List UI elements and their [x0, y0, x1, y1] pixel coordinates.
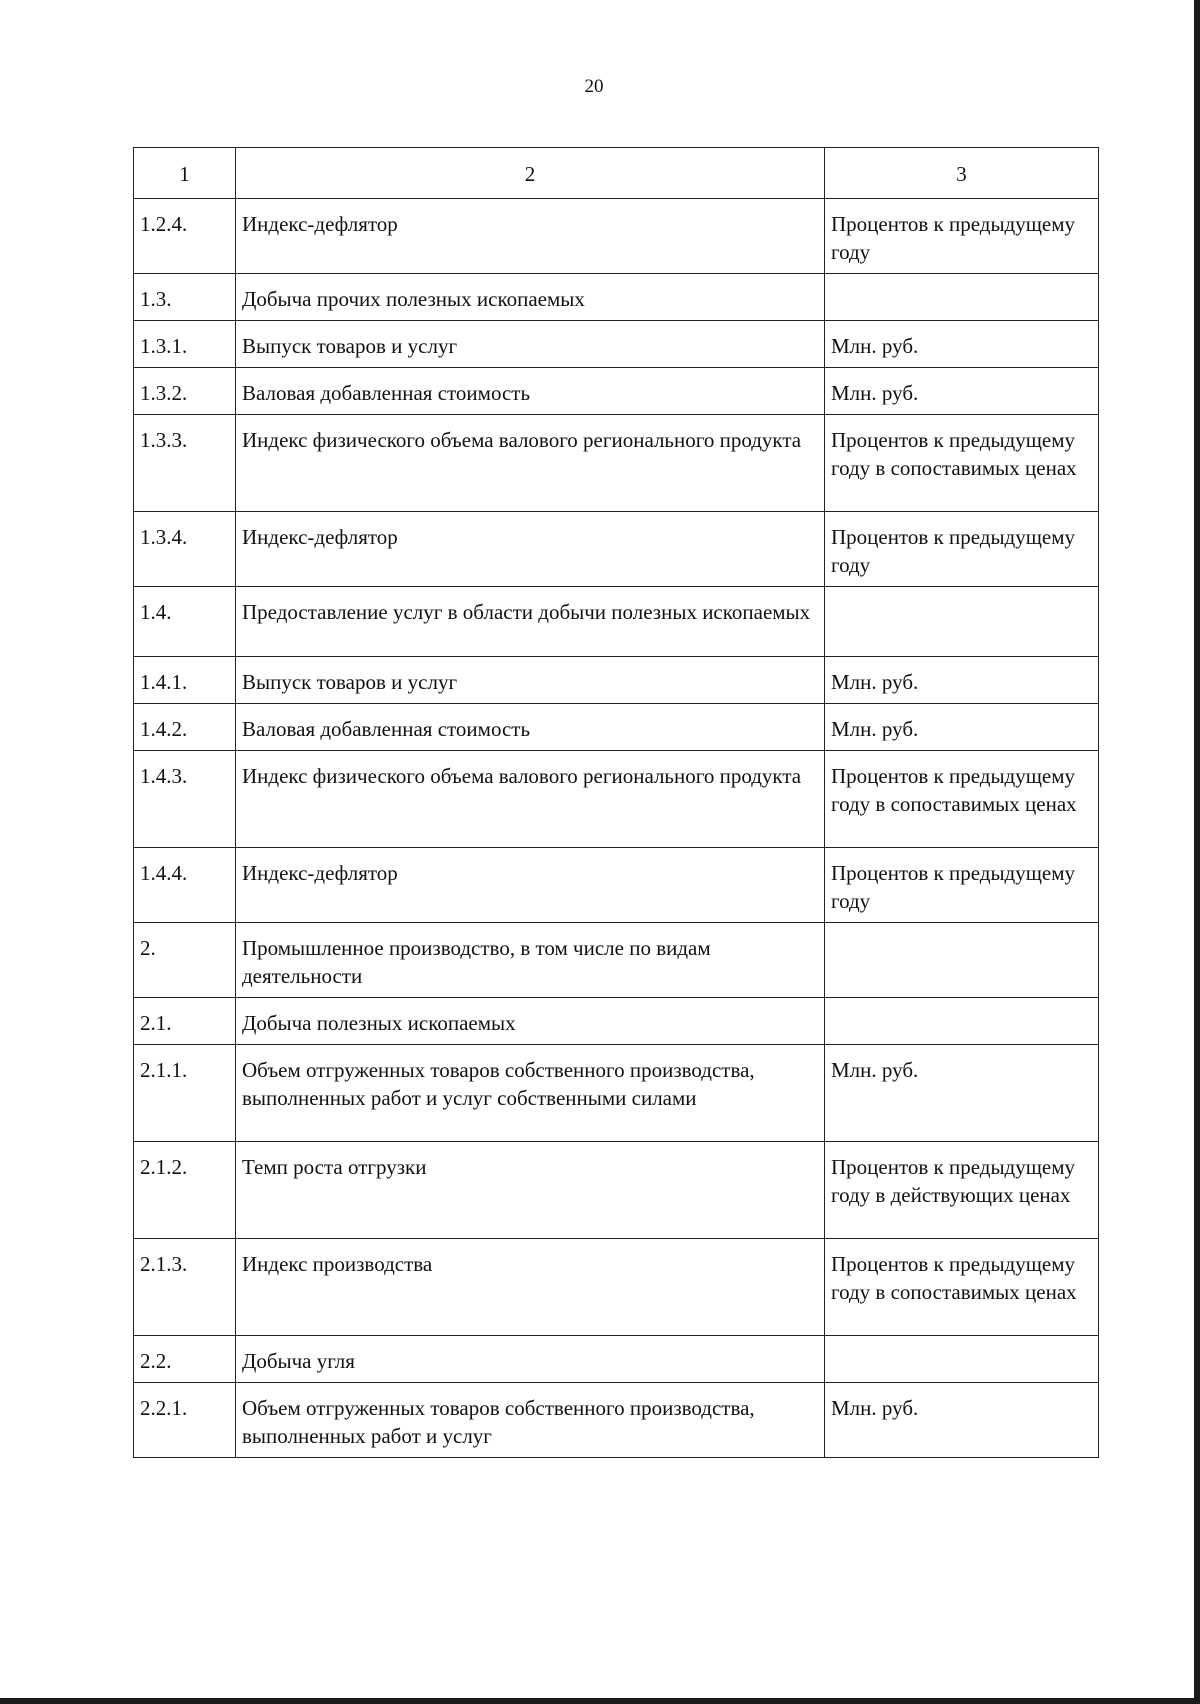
table-row	[134, 848, 1099, 923]
row-number-cell: 1.3.3.	[134, 415, 236, 512]
row-number-cell: 1.3.2.	[134, 368, 236, 415]
row-number-cell: 1.3.1.	[134, 321, 236, 368]
table-row	[134, 1142, 1099, 1239]
row-name-cell: Добыча угля	[236, 1336, 825, 1383]
row-number-cell: 1.4.	[134, 587, 236, 657]
row-unit-cell	[825, 923, 1099, 998]
row-number-cell: 1.4.4.	[134, 848, 236, 923]
row-number-cell: 1.4.2.	[134, 704, 236, 751]
row-name-cell: Валовая добавленная стоимость	[236, 368, 825, 415]
scan-edge-right	[1194, 0, 1200, 1704]
table-row	[134, 1045, 1099, 1142]
row-number-cell: 2.2.	[134, 1336, 236, 1383]
row-number-cell: 2.2.1.	[134, 1383, 236, 1458]
table-row	[134, 415, 1099, 512]
row-name-cell: Валовая добавленная стоимость	[236, 704, 825, 751]
row-name-cell: Индекс-дефлятор	[236, 848, 825, 923]
row-name-cell: Объем отгруженных товаров собственного производства, выполненных работ и услуг собственными силами	[236, 1045, 825, 1142]
row-unit-cell	[825, 998, 1099, 1045]
row-unit-cell: Млн. руб.	[825, 657, 1099, 704]
row-unit-cell	[825, 274, 1099, 321]
row-number-cell: 2.1.2.	[134, 1142, 236, 1239]
scan-edge-bottom	[0, 1698, 1200, 1704]
row-name-cell: Добыча полезных ископаемых	[236, 998, 825, 1045]
row-number-cell: 1.3.	[134, 274, 236, 321]
row-name-cell: Индекс физического объема валового регионального продукта	[236, 751, 825, 848]
table-row	[134, 321, 1099, 368]
row-number-cell: 1.3.4.	[134, 512, 236, 587]
table-row	[134, 657, 1099, 704]
row-unit-cell: Процентов к предыдущему году	[825, 848, 1099, 923]
row-number-cell: 1.4.1.	[134, 657, 236, 704]
table-row	[134, 1336, 1099, 1383]
row-name-cell: Добыча прочих полезных ископаемых	[236, 274, 825, 321]
row-unit-cell: Процентов к предыдущему году в сопоставимых ценах	[825, 415, 1099, 512]
row-name-cell: Выпуск товаров и услуг	[236, 321, 825, 368]
row-number-cell: 1.4.3.	[134, 751, 236, 848]
row-unit-cell: Процентов к предыдущему году	[825, 512, 1099, 587]
table-row	[134, 751, 1099, 848]
row-unit-cell: Млн. руб.	[825, 1045, 1099, 1142]
header-cell-2: 2	[236, 148, 825, 199]
row-unit-cell: Процентов к предыдущему году в действующих ценах	[825, 1142, 1099, 1239]
header-cell-1: 1	[134, 148, 236, 199]
row-name-cell: Индекс физического объема валового регионального продукта	[236, 415, 825, 512]
table-row	[134, 923, 1099, 998]
row-name-cell: Объем отгруженных товаров собственного производства, выполненных работ и услуг	[236, 1383, 825, 1458]
row-unit-cell	[825, 1336, 1099, 1383]
table-row	[134, 368, 1099, 415]
row-name-cell: Предоставление услуг в области добычи полезных ископаемых	[236, 587, 825, 657]
row-unit-cell: Процентов к предыдущему году в сопоставимых ценах	[825, 1239, 1099, 1336]
row-number-cell: 2.1.3.	[134, 1239, 236, 1336]
row-number-cell: 2.1.	[134, 998, 236, 1045]
row-name-cell: Выпуск товаров и услуг	[236, 657, 825, 704]
row-number-cell: 2.	[134, 923, 236, 998]
table-row	[134, 998, 1099, 1045]
row-unit-cell: Млн. руб.	[825, 368, 1099, 415]
row-number-cell: 1.2.4.	[134, 199, 236, 274]
row-unit-cell: Процентов к предыдущему году в сопоставимых ценах	[825, 751, 1099, 848]
row-name-cell: Индекс производства	[236, 1239, 825, 1336]
table-row	[134, 199, 1099, 274]
header-cell-3: 3	[825, 148, 1099, 199]
row-name-cell: Темп роста отгрузки	[236, 1142, 825, 1239]
row-unit-cell: Млн. руб.	[825, 1383, 1099, 1458]
row-unit-cell: Процентов к предыдущему году	[825, 199, 1099, 274]
row-unit-cell	[825, 587, 1099, 657]
table-row	[134, 587, 1099, 657]
table-row	[134, 274, 1099, 321]
row-unit-cell: Млн. руб.	[825, 321, 1099, 368]
row-unit-cell: Млн. руб.	[825, 704, 1099, 751]
table-row	[134, 1383, 1099, 1458]
table-row	[134, 704, 1099, 751]
row-name-cell: Промышленное производство, в том числе по видам деятельности	[236, 923, 825, 998]
table-row	[134, 512, 1099, 587]
page-number: 20	[584, 76, 604, 97]
row-name-cell: Индекс-дефлятор	[236, 512, 825, 587]
row-number-cell: 2.1.1.	[134, 1045, 236, 1142]
table-row	[134, 1239, 1099, 1336]
table-header-row	[134, 148, 1099, 199]
data-table	[133, 147, 1099, 1458]
row-name-cell: Индекс-дефлятор	[236, 199, 825, 274]
